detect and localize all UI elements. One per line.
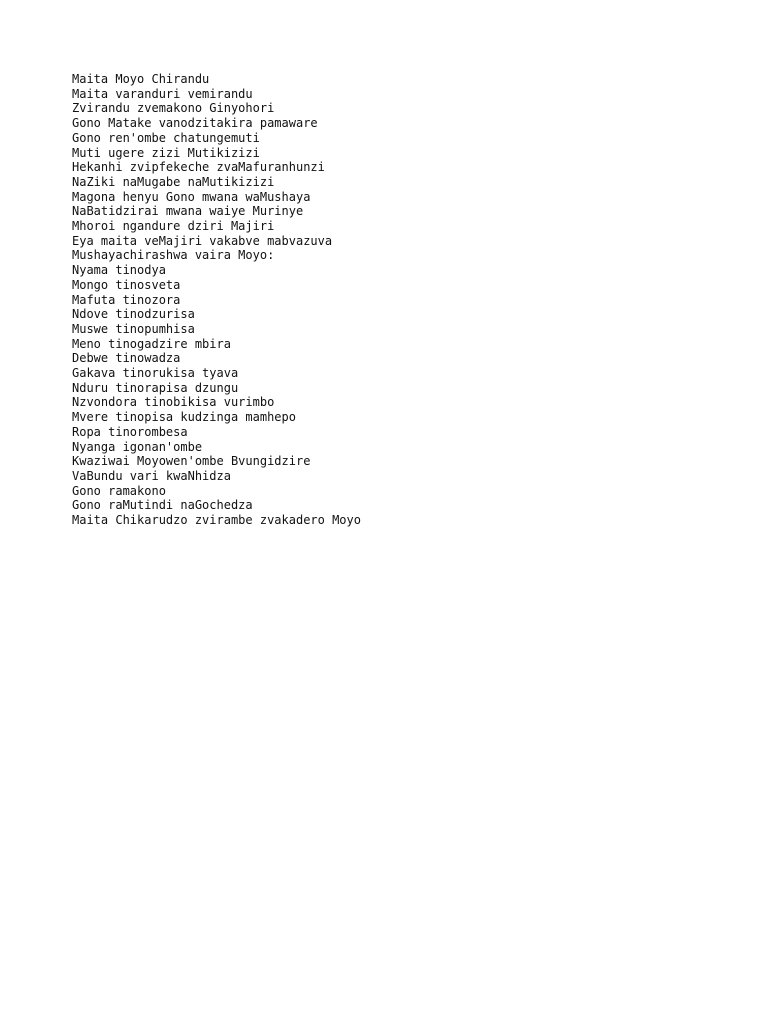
text-line: Mushayachirashwa vaira Moyo: [72,248,275,263]
text-line: Gono raMutindi naGochedza [72,498,253,513]
text-line: Eya maita veMajiri vakabve mabvazuva [72,233,333,248]
text-line: Hekanhi zvipfekeche zvaMafuranhunzi [72,160,325,175]
text-line: Ropa tinorombesa [72,424,188,439]
text-line: Mvere tinopisa kudzinga mamhepo [72,410,296,425]
text-line: Nduru tinorapisa dzungu [72,380,239,395]
text-line: Magona henyu Gono mwana waMushaya [72,189,311,204]
text-line: VaBundu vari kwaNhidza [72,468,231,483]
text-line: Debwe tinowadza [72,351,181,366]
text-line: Kwaziwai Moyowen'ombe Bvungidzire [72,454,311,469]
document-page [72,72,752,528]
text-line: Nzvondora tinobikisa vurimbo [72,395,275,410]
text-line: Maita Chikarudzo zvirambe zvakadero Moyo [72,513,361,528]
text-line: NaBatidzirai mwana waiye Murinye [72,204,304,219]
text-line: Mafuta tinozora [72,292,181,307]
text-line: Ndove tinodzurisa [72,307,195,322]
text-line: Meno tinogadzire mbira [72,336,231,351]
text-line: NaZiki naMugabe naMutikizizi [72,174,275,189]
text-line: Gakava tinorukisa tyava [72,366,239,381]
text-line: Maita varanduri vemirandu [72,86,253,101]
text-line: Maita Moyo Chirandu [72,72,210,86]
text-line: Nyanga igonan'ombe [72,439,203,454]
text-line: Gono Matake vanodzitakira pamaware [72,116,318,131]
text-line: Mongo tinosveta [72,277,181,292]
text-line: Muswe tinopumhisa [72,321,195,336]
text-line: Mhoroi ngandure dziri Majiri [72,219,275,234]
text-line: Zvirandu zvemakono Ginyohori [72,101,275,116]
text-line: Gono ramakono [72,483,166,498]
text-line: Gono ren'ombe chatungemuti [72,130,260,145]
text-line: Muti ugere zizi Mutikizizi [72,145,260,160]
text-line: Nyama tinodya [72,263,166,278]
